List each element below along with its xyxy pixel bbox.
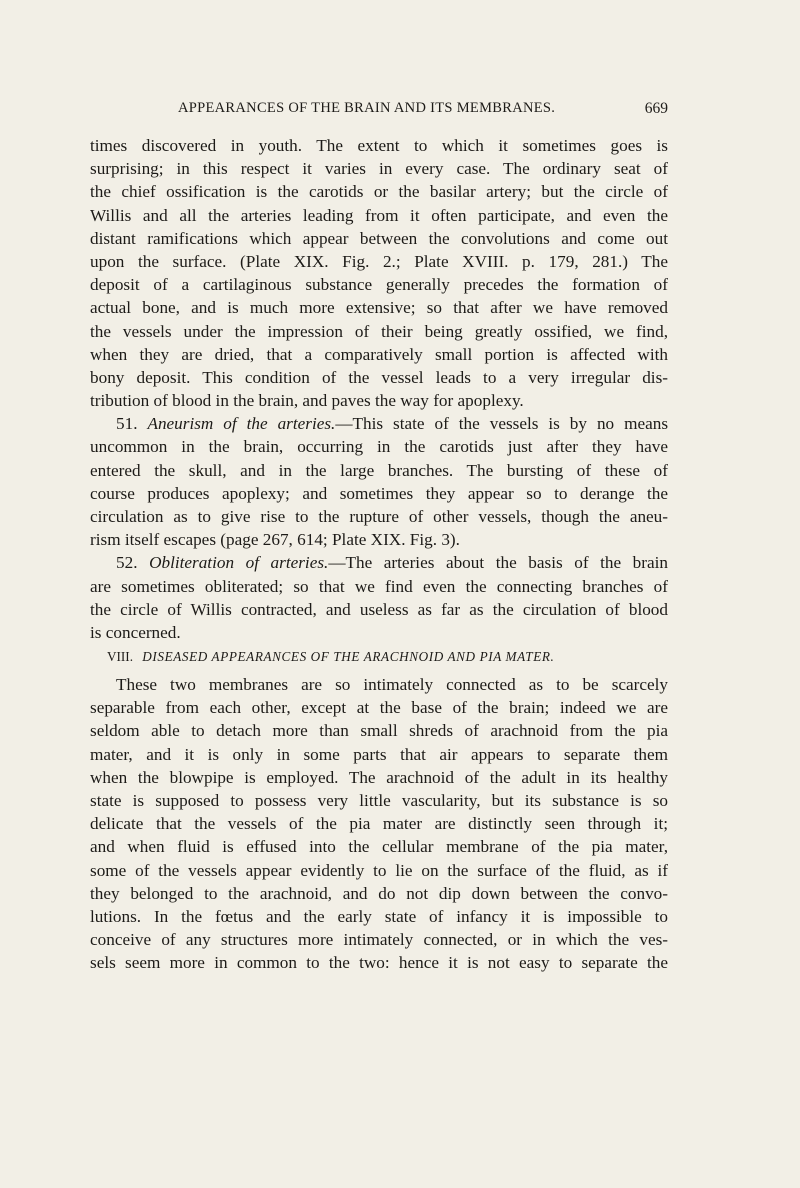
text-line: state is supposed to possess very little vascularity, but its substance is so [90,790,668,810]
text-line: circulation as to give rise to the rupture of other vessels, though the aneu- [90,507,668,526]
text-line: and when fluid is effused into the cellular membrane of the pia mater, [90,837,668,857]
text-line: the vessels under the impression of their being greatly ossified, we find, [90,321,668,341]
paragraph-51-first-line [90,412,668,435]
text-line: are sometimes obliterated; so that we find even the connecting branches of [90,576,668,596]
text-line: times discovered in youth. The extent to which it sometimes goes is [90,136,668,155]
text-line: uncommon in the brain, occurring in the carotids just after they have [90,437,668,457]
text-line: lutions. In the fœtus and the early state of infancy it is impossible to [90,906,668,926]
page-number: 669 [644,100,668,117]
text-line: seldom able to detach more than small shreds of arachnoid from the pia [90,721,668,741]
paragraph-number: 51. [116,414,138,434]
paragraph-heading: Aneurism of the arteries. [147,414,336,434]
text-line: conceive of any structures more intimately connected, or in which the ves- [90,930,668,950]
text-line: These two membranes are so intimately connected as to be scarcely [116,675,668,694]
text-line: the chief ossification is the carotids or the basilar artery; but the circle of [90,182,668,202]
text-line: deposit of a cartilaginous substance generally precedes the formation of [90,275,668,295]
text-line: entered the skull, and in the large branches. The bursting of these of [90,460,668,480]
text-line: upon the surface. (Plate XIX. Fig. 2.; Plate XVIII. p. 179, 281.) The [90,251,668,271]
text-line: tribution of blood in the brain, and paves the way for apoplexy. [90,391,524,411]
text-line: distant ramifications which appear between the convolutions and come out [90,228,668,248]
paragraph-52-first-line [90,551,668,574]
paragraph-text: —The arteries about the basis of the brain [328,553,668,573]
text-line: delicate that the vessels of the pia mater are distinctly seen through it; [90,814,668,834]
text-line: when they are dried, that a comparatively small portion is affected with [90,344,668,364]
text-line: Willis and all the arteries leading from it often participate, and even the [90,205,668,225]
running-title: APPEARANCES OF THE BRAIN AND ITS MEMBRANES. [178,100,556,116]
running-head [90,100,668,122]
text-line: rism itself escapes (page 267, 614; Plate XIX. Fig. 3). [90,530,460,550]
text-line: sels seem more in common to the two: hence it is not easy to separate the [90,953,668,973]
paragraph-text: —This state of the vessels is by no means [335,414,669,434]
text-line: course produces apoplexy; and sometimes they appear so to derange the [90,483,668,503]
text-line: is concerned. [90,622,181,642]
text-line: some of the vessels appear evidently to lie on the surface of the fluid, as if [90,860,668,880]
section-heading [107,649,554,665]
text-line: when the blowpipe is employed. The arachnoid of the adult in its healthy [90,767,668,787]
text-line: the circle of Willis contracted, and useless as far as the circulation of blood [90,599,668,619]
text-line: mater, and it is only in some parts that air appears to separate them [90,744,668,764]
text-line: surprising; in this respect it varies in every case. The ordinary seat of [90,159,668,179]
section-number: VIII. [107,649,133,664]
paragraph-number: 52. [116,553,138,573]
text-line: actual bone, and is much more extensive; so that after we have removed [90,298,668,318]
paragraph-heading: Obliteration of arteries. [149,553,329,573]
text-line: they belonged to the arachnoid, and do not dip down between the convo- [90,883,668,903]
text-line: bony deposit. This condition of the vessel leads to a very irregular dis- [90,367,668,387]
section-title: DISEASED APPEARANCES OF THE ARACHNOID AND PIA MATER. [142,649,555,664]
body-text-block-2 [90,673,668,974]
text-line: separable from each other, except at the base of the brain; indeed we are [90,698,668,718]
body-text-block-1 [90,134,668,644]
